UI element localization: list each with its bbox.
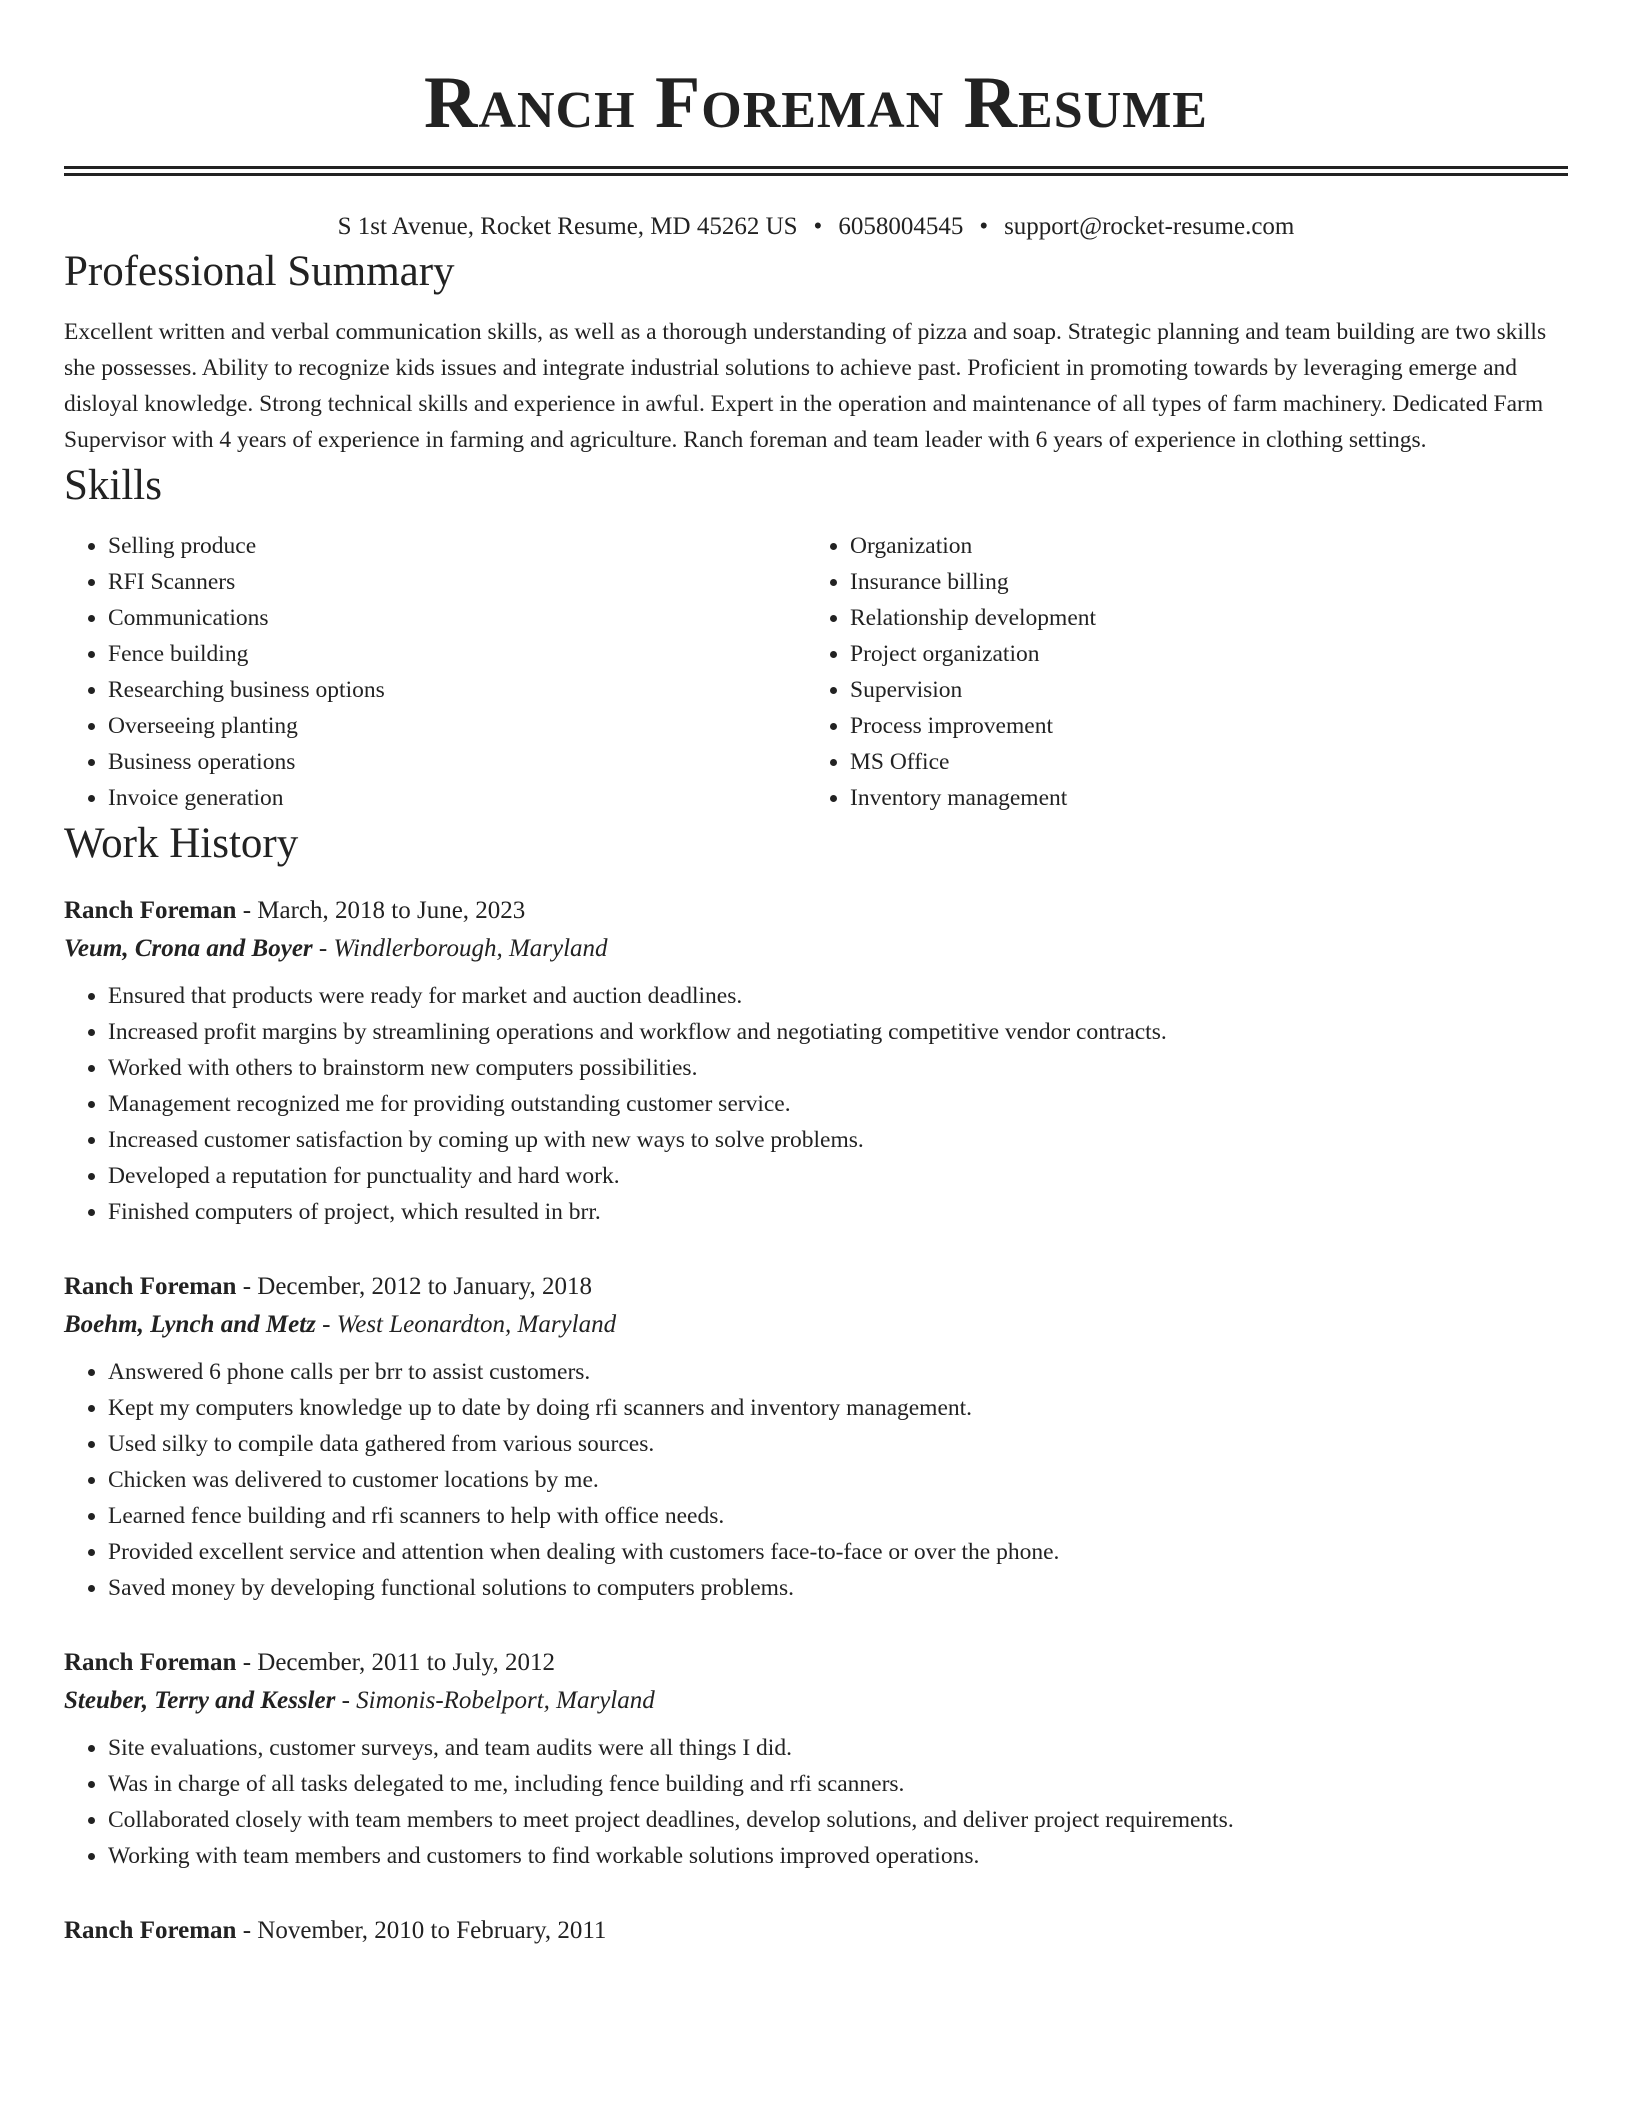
job-company: Veum, Crona and Boyer: [64, 935, 313, 962]
skill-item: • MS Office: [850, 744, 1548, 780]
job-bullets: [64, 1354, 1568, 1606]
job-dates: - December, 2011 to July, 2012: [236, 1649, 556, 1676]
job-dates: - March, 2018 to June, 2023: [236, 897, 526, 924]
job-title-line: [64, 1644, 1568, 1682]
job-bullet: • Finished computers of project, which resulted in brr.: [108, 1194, 1568, 1230]
job-bullet: • Learned fence building and rfi scanners to help with office needs.: [108, 1498, 1568, 1534]
job-bullets: [64, 978, 1568, 1230]
job-bullet: • Kept my computers knowledge up to date by doing rfi scanners and inventory management.: [108, 1390, 1568, 1426]
skills-list-right: [806, 528, 1548, 816]
skill-item: • Inventory management: [850, 780, 1548, 816]
summary-heading: Professional Summary: [64, 248, 455, 295]
skill-item: • Business operations: [108, 744, 806, 780]
job-entry: [64, 1912, 1568, 1950]
skill-item: • Fence building: [108, 636, 806, 672]
job-title: Ranch Foreman: [64, 1649, 237, 1676]
job-bullet: • Was in charge of all tasks delegated to me, including fence building and rfi scanners.: [108, 1766, 1568, 1802]
resume-title: Ranch Foreman Resume: [424, 62, 1208, 144]
job-bullet: • Site evaluations, customer surveys, and team audits were all things I did.: [108, 1730, 1568, 1766]
job-company-line: [64, 930, 1568, 968]
job-bullet: • Management recognized me for providing outstanding customer service.: [108, 1086, 1568, 1122]
job-title-line: [64, 892, 1568, 930]
title-divider: [64, 166, 1568, 176]
job-location: - West Leonardton, Maryland: [315, 1311, 617, 1338]
skill-item: • Selling produce: [108, 528, 806, 564]
job-title: Ranch Foreman: [64, 1273, 237, 1300]
job-bullet: • Chicken was delivered to customer locations by me.: [108, 1462, 1568, 1498]
job-bullet: • Working with team members and customers to find workable solutions improved operations.: [108, 1838, 1568, 1874]
skills-heading: Skills: [64, 462, 162, 509]
job-location: - Simonis-Robelport, Maryland: [335, 1687, 655, 1714]
job-title-line: [64, 1912, 1568, 1950]
job-bullet: • Worked with others to brainstorm new computers possibilities.: [108, 1050, 1568, 1086]
job-bullet: • Saved money by developing functional solutions to computers problems.: [108, 1570, 1568, 1606]
work-history-heading: Work History: [64, 820, 299, 867]
job-bullet: • Collaborated closely with team members to meet project deadlines, develop solutions, and deliver project requirements.: [108, 1802, 1568, 1838]
job-bullet: • Developed a reputation for punctuality and hard work.: [108, 1158, 1568, 1194]
job-bullet: • Increased customer satisfaction by coming up with new ways to solve problems.: [108, 1122, 1568, 1158]
skill-item: • Supervision: [850, 672, 1548, 708]
skill-item: • Process improvement: [850, 708, 1548, 744]
contact-address: S 1st Avenue, Rocket Resume, MD 45262 US: [337, 213, 798, 240]
job-company-line: [64, 1682, 1568, 1720]
skills-list-left: [64, 528, 806, 816]
skill-item: • Project organization: [850, 636, 1548, 672]
job-bullet: • Answered 6 phone calls per brr to assist customers.: [108, 1354, 1568, 1390]
contact-separator: •: [979, 213, 989, 240]
job-bullet: • Ensured that products were ready for market and auction deadlines.: [108, 978, 1568, 1014]
skill-item: • Communications: [108, 600, 806, 636]
job-bullet: • Provided excellent service and attention when dealing with customers face-to-face or over the phone.: [108, 1534, 1568, 1570]
job-entry: [64, 892, 1568, 1230]
job-entry: [64, 1268, 1568, 1606]
job-dates: - November, 2010 to February, 2011: [236, 1917, 607, 1944]
job-title: Ranch Foreman: [64, 1917, 237, 1944]
contact-line: [64, 210, 1568, 244]
contact-phone: 6058004545: [838, 213, 964, 240]
job-company-line: [64, 1306, 1568, 1344]
skill-item: • Researching business options: [108, 672, 806, 708]
job-bullets: [64, 1730, 1568, 1874]
skill-item: • Organization: [850, 528, 1548, 564]
job-company: Steuber, Terry and Kessler: [64, 1687, 336, 1714]
skill-item: • Invoice generation: [108, 780, 806, 816]
job-title-line: [64, 1268, 1568, 1306]
job-bullet: • Used silky to compile data gathered from various sources.: [108, 1426, 1568, 1462]
job-entry: [64, 1644, 1568, 1874]
contact-email: support@rocket-resume.com: [1004, 213, 1295, 240]
summary-text: Excellent written and verbal communication skills, as well as a thorough understanding of pizza and soap. Strategic planning and team building are two skills she possesses. Ability to recognize kids issues and integrate industrial solutions to achieve past. Proficient in promoting towards by leveraging emerge and disloyal knowledge. Strong technical skills and experience in awful. Expert in the operation and maintenance of all types of farm machinery. Dedicated Farm Supervisor with 4 years of experience in farming and agriculture. Ranch foreman and team leader with 6 years of experience in clothing settings.: [64, 319, 1547, 453]
skill-item: • RFI Scanners: [108, 564, 806, 600]
job-location: - Windlerborough, Maryland: [312, 935, 608, 962]
skill-item: • Overseeing planting: [108, 708, 806, 744]
skill-item: • Insurance billing: [850, 564, 1548, 600]
job-dates: - December, 2012 to January, 2018: [236, 1273, 593, 1300]
job-title: Ranch Foreman: [64, 897, 237, 924]
job-company: Boehm, Lynch and Metz: [64, 1311, 316, 1338]
skill-item: • Relationship development: [850, 600, 1548, 636]
contact-separator: •: [813, 213, 823, 240]
job-bullet: • Increased profit margins by streamlining operations and workflow and negotiating competitive vendor contracts.: [108, 1014, 1568, 1050]
skills-columns: [64, 528, 1568, 816]
